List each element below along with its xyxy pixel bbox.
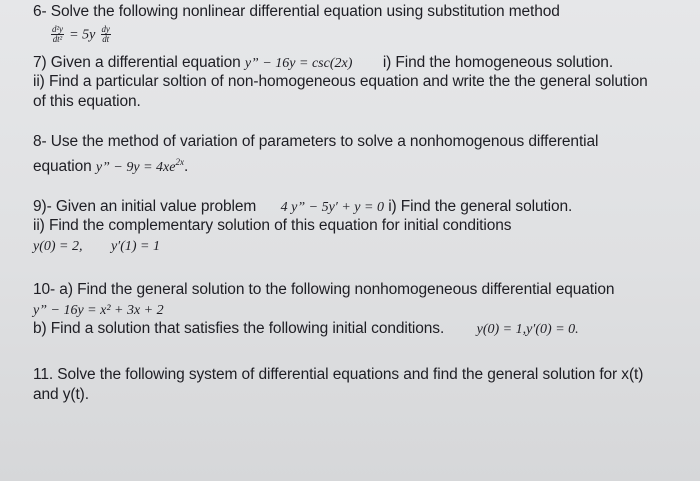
q7-equation: y” − 16y = csc(2x) [244, 56, 353, 71]
q10-part-b-text: b) Find a solution that satisfies the following initial conditions. [33, 320, 445, 337]
q8-suffix: . [183, 158, 189, 176]
q10-part-a: 10- a) Find the general solution to the following nonhomogeneous differential equation [33, 281, 615, 298]
q11-statement: 11. Solve the following system of differential equations and find the general solution for x(t) [33, 366, 644, 383]
q9-part-i: i) Find the general solution. [388, 198, 573, 215]
q9-intro: 9)- Given an initial value problem [33, 198, 257, 215]
q8-equation-line [33, 153, 188, 177]
q9-ic2: y′(1) = 1 [110, 239, 160, 254]
q6-rhs-fraction [101, 25, 111, 44]
q6-equals: = 5y [69, 27, 96, 43]
q9-statement [33, 198, 572, 217]
q9-equation: 4 y” − 5y′ + y = 0 [280, 200, 384, 215]
q7-intro: 7) Given a differential equation [33, 54, 241, 71]
q9-part-ii: ii) Find the complementary solution of this equation for initial conditions [33, 217, 512, 234]
q7-part-ii: ii) Find a particular soltion of non-homogeneous equation and write the the general solution [33, 73, 648, 90]
q7-statement [33, 54, 613, 73]
q6-statement: 6- Solve the following nonlinear differential equation using substitution method [33, 3, 560, 20]
q7-part-ii-cont: of this equation. [33, 93, 141, 110]
q10-conditions: y(0) = 1,y′(0) = 0. [476, 322, 579, 337]
q8-equation: y” − 9y = 4xe [95, 160, 176, 176]
q6-equation [50, 25, 112, 45]
q11-statement-cont: and y(t). [33, 386, 89, 403]
q8-prefix: equation [33, 158, 92, 176]
q6-rhs-numerator: dy [101, 24, 110, 34]
q8-statement: 8- Use the method of variation of parameters to solve a nonhomogenous differential [33, 133, 599, 150]
q9-initial-conditions [33, 237, 160, 256]
q10-equation-text: y” − 16y = x² + 3x + 2 [33, 303, 164, 318]
q6-lhs-numerator: d²y [52, 24, 63, 34]
q6-rhs-denominator: dt [102, 34, 110, 44]
q10-part-b [33, 320, 579, 339]
q8-exponent: 2x [175, 157, 184, 167]
q9-ic1: y(0) = 2, [33, 239, 83, 254]
q6-lhs-fraction [51, 25, 64, 44]
q6-lhs-denominator: dt² [52, 34, 63, 44]
q10-equation [33, 301, 164, 320]
q7-part-i: i) Find the homogeneous solution. [382, 54, 614, 71]
